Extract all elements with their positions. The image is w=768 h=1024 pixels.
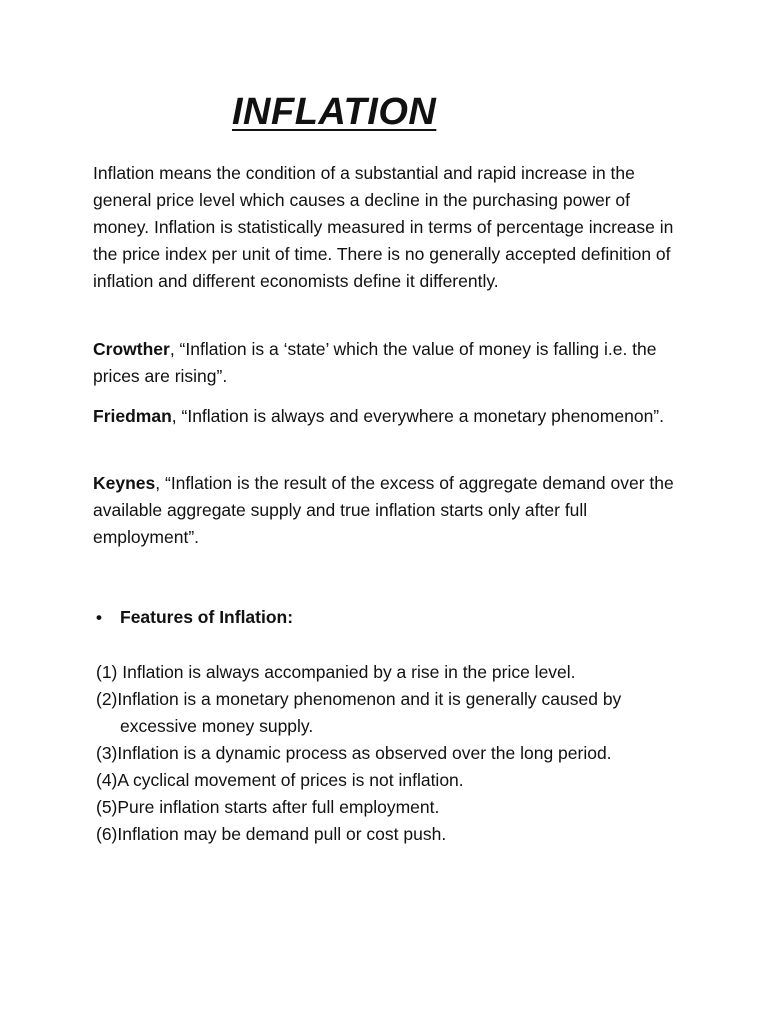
definition-author: Crowther bbox=[93, 339, 170, 359]
definition-crowther bbox=[93, 336, 683, 390]
definition-author: Friedman bbox=[93, 406, 172, 426]
definition-quote: , “Inflation is the result of the excess of aggregate demand over the available aggregate supply and true inflation starts only after full employment”. bbox=[93, 473, 674, 547]
features-heading-text: Features of Inflation: bbox=[120, 607, 294, 627]
definition-quote: , “Inflation is a ‘state’ which the value of money is falling i.e. the prices are rising”. bbox=[93, 339, 657, 386]
definition-quote: , “Inflation is always and everywhere a monetary phenomenon”. bbox=[171, 406, 664, 426]
intro-paragraph: Inflation means the condition of a substantial and rapid increase in the general price level which causes a decline in the purchasing power of money. Inflation is statistically measured in terms of percentage increase in the price index per unit of time. There is no generally accepted definition of inflation and different economists define it differently. bbox=[93, 163, 674, 291]
list-item: (4)A cyclical movement of prices is not inflation. bbox=[96, 770, 464, 790]
list-item: (2)Inflation is a monetary phenomenon and it is generally caused by excessive money supply. bbox=[96, 689, 622, 736]
features-heading bbox=[96, 604, 293, 631]
list-item: (6)Inflation may be demand pull or cost push. bbox=[96, 824, 447, 844]
bullet-icon: • bbox=[96, 608, 102, 627]
definition-keynes bbox=[93, 470, 683, 551]
features-list bbox=[96, 659, 686, 848]
list-item: (3)Inflation is a dynamic process as observed over the long period. bbox=[96, 743, 612, 763]
document-title: INFLATION bbox=[232, 91, 437, 133]
list-item: (5)Pure inflation starts after full employment. bbox=[96, 797, 440, 817]
definition-author: Keynes bbox=[93, 473, 156, 493]
list-item: (1) Inflation is always accompanied by a rise in the price level. bbox=[96, 662, 576, 682]
definition-friedman bbox=[93, 403, 683, 430]
